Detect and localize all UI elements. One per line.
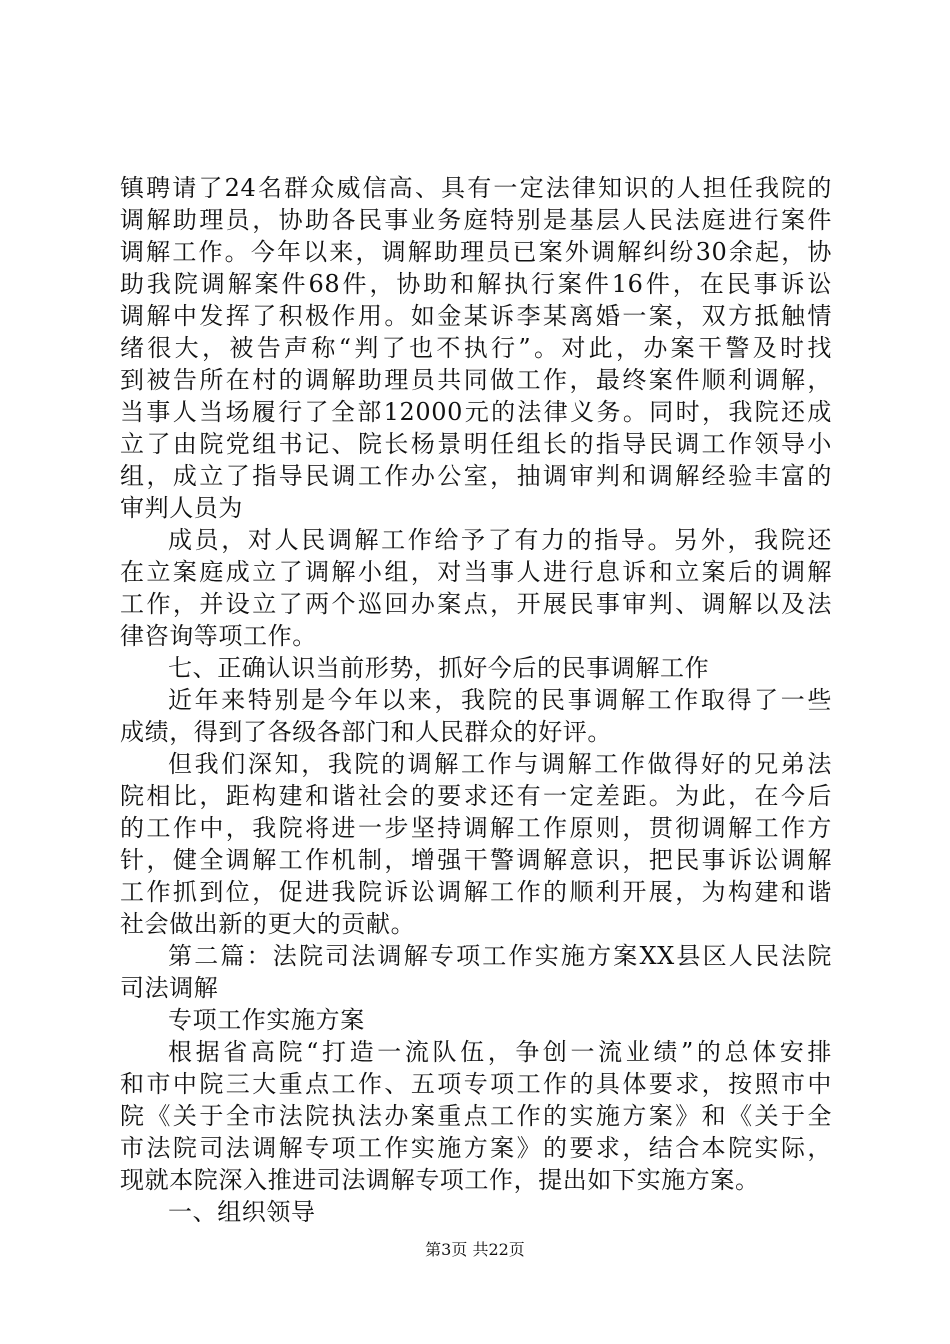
text-line: 成绩，得到了各级各部门和人民群众的好评。 [120,718,612,746]
text-line: 社会做出新的更大的贡献。 [120,910,416,938]
text-line: 在立案庭成立了调解小组，对当事人进行息诉和立案后的调解 [120,558,832,586]
text-line: 工作抓到位，促进我院诉讼调解工作的顺利开展，为构建和谐 [120,878,832,906]
text-line: 一、组织领导 [168,1198,316,1226]
text-line: 调解助理员，协助各民事业务庭特别是基层人民法庭进行案件 [120,206,832,234]
text-line: 成员，对人民调解工作给予了有力的指导。另外，我院还 [168,526,832,554]
text-line: 司法调解 [120,974,219,1002]
text-line: 七、正确认识当前形势，抓好今后的民事调解工作 [168,654,710,682]
text-line: 市法院司法调解专项工作实施方案》的要求，结合本院实际， [120,1134,832,1162]
text-line: 助我院调解案件68件，协助和解执行案件16件，在民事诉讼 [120,270,832,298]
text-line: 院《关于全市法院执法办案重点工作的实施方案》和《关于全 [120,1102,832,1130]
text-line: 近年来特别是今年以来，我院的民事调解工作取得了一些 [168,686,832,714]
text-line: 立了由院党组书记、院长杨景明任组长的指导民调工作领导小 [120,430,832,458]
text-line: 针，健全调解工作机制，增强干警调解意识，把民事诉讼调解 [120,846,832,874]
text-line: 第二篇：法院司法调解专项工作实施方案XX县区人民法院 [168,942,832,970]
text-line: 院相比，距构建和谐社会的要求还有一定差距。为此，在今后 [120,782,832,810]
document-body [120,172,832,1228]
text-line: 调解中发挥了积极作用。如金某诉李某离婚一案，双方抵触情 [120,302,832,330]
page-footer: 第3页 共22页 [425,1240,525,1259]
text-line: 的工作中，我院将进一步坚持调解工作原则，贯彻调解工作方 [120,814,832,842]
text-line: 专项工作实施方案 [168,1006,365,1034]
text-line: 组，成立了指导民调工作办公室，抽调审判和调解经验丰富的 [120,462,832,490]
text-line: 律咨询等项工作。 [120,622,317,650]
text-line: 调解工作。今年以来，调解助理员已案外调解纠纷30余起，协 [120,238,832,266]
text-line: 当事人当场履行了全部12000元的法律义务。同时，我院还成 [120,398,832,426]
text-line: 根据省高院“打造一流队伍，争创一流业绩”的总体安排 [168,1038,832,1066]
text-line: 工作，并设立了两个巡回办案点，开展民事审判、调解以及法 [120,590,832,618]
text-line: 审判人员为 [120,494,243,522]
text-line: 镇聘请了24名群众威信高、具有一定法律知识的人担任我院的 [120,174,832,202]
text-line: 但我们深知，我院的调解工作与调解工作做得好的兄弟法 [168,750,832,778]
text-line: 和市中院三大重点工作、五项专项工作的具体要求，按照市中 [120,1070,832,1098]
text-line: 现就本院深入推进司法调解专项工作，提出如下实施方案。 [120,1166,760,1194]
text-line: 绪很大，被告声称“判了也不执行”。对此，办案干警及时找 [120,334,832,362]
text-line: 到被告所在村的调解助理员共同做工作，最终案件顺利调解， [120,366,832,394]
